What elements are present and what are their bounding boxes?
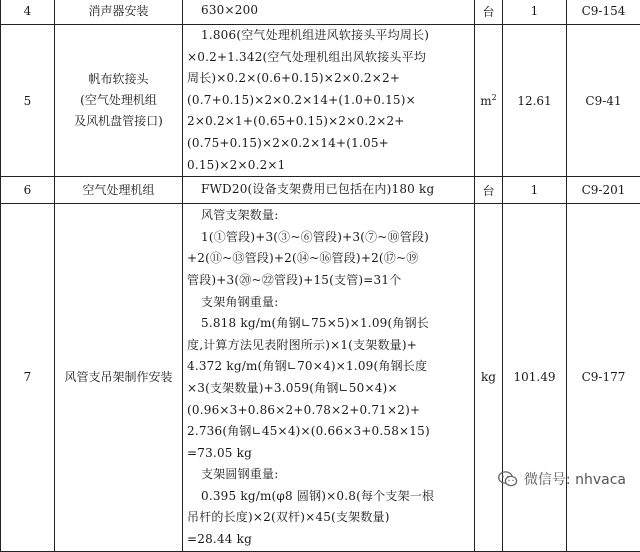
watermark xyxy=(498,469,626,489)
quantity: 101.49 xyxy=(503,204,567,552)
calc-line: 度,计算方法见表附图所示)×1(支架数量)+ xyxy=(187,335,470,357)
calc-line: FWD20(设备支架费用已包括在内)180 kg xyxy=(187,179,470,201)
calc-line: (0.7+0.15)×2×0.2×14+(1.0+0.15)× xyxy=(187,90,470,112)
unit: 台 xyxy=(475,0,503,25)
item-name xyxy=(55,177,183,204)
table-row xyxy=(1,177,640,204)
quota-code: C9-41 xyxy=(567,25,640,177)
item-name xyxy=(55,0,183,25)
quota-code: C9-154 xyxy=(567,0,640,25)
wechat-icon xyxy=(498,471,518,487)
quantity: 12.61 xyxy=(503,25,567,177)
unit xyxy=(475,25,503,177)
table-row xyxy=(1,25,640,177)
item-name xyxy=(55,25,183,177)
calc-line: 0.395 kg/m(φ8 圆钢)×0.8(每个支架一根 xyxy=(187,486,470,508)
calc-line: 风管支架数量: xyxy=(187,205,470,227)
quota-code: C9-177 xyxy=(567,204,640,552)
item-name-line: 及风机盘管接口) xyxy=(74,114,163,128)
calc-line: 周长)×0.2×(0.6+0.15)×2×0.2×2+ xyxy=(187,68,470,90)
quota-code: C9-201 xyxy=(567,177,640,204)
row-number: 4 xyxy=(1,0,55,25)
item-name-line: 风管支吊架制作安装 xyxy=(64,370,172,384)
calc-line: 4.372 kg/m(角钢∟70×4)×1.09(角钢长度 xyxy=(187,356,470,378)
row-number: 7 xyxy=(1,204,55,552)
calculation xyxy=(183,204,475,552)
item-name-line: 空气处理机组 xyxy=(82,183,154,197)
unit: 台 xyxy=(475,177,503,204)
calc-line: =73.05 kg xyxy=(187,443,470,465)
calc-line: ×0.2+1.342(空气处理机组出风软接头平均 xyxy=(187,47,470,69)
calc-line: 吊杆的长度)×2(双杆)×45(支架数量) xyxy=(187,507,470,529)
watermark-text: 微信号: nhvaca xyxy=(524,469,626,489)
item-name-line: 帆布软接头 xyxy=(88,72,148,86)
calc-line: 管段)+3(⑳~㉒管段)+15(支管)=31个 xyxy=(187,270,470,292)
calc-line: 5.818 kg/m(角钢∟75×5)×1.09(角钢长 xyxy=(187,313,470,335)
calc-line: 支架角钢重量: xyxy=(187,292,470,314)
unit-text: m xyxy=(480,94,491,108)
table-row xyxy=(1,204,640,552)
calc-line: 2.736(角钢∟45×4)×(0.66×3+0.58×15) xyxy=(187,421,470,443)
calculation xyxy=(183,25,475,177)
calc-line: =28.44 kg xyxy=(187,529,470,551)
calculation xyxy=(183,177,475,204)
quantity: 1 xyxy=(503,0,567,25)
calc-line: +2(⑪~⑬管段)+2(⑭~⑯管段)+2(⑰~⑲ xyxy=(187,248,470,270)
calc-line: 支架圆钢重量: xyxy=(187,464,470,486)
calc-line: (0.75+0.15)×2×0.2×14+(1.05+ xyxy=(187,133,470,155)
calc-line: 630×200 xyxy=(187,0,470,22)
calc-line: 2×0.2×1+(0.65+0.15)×2×0.2×2+ xyxy=(187,111,470,133)
row-number: 5 xyxy=(1,25,55,177)
row-number: 6 xyxy=(1,177,55,204)
item-name-line: 消声器安装 xyxy=(88,4,148,18)
calculation xyxy=(183,0,475,25)
unit-superscript: 2 xyxy=(492,93,497,102)
calc-line: (0.96×3+0.86×2+0.78×2+0.71×2)+ xyxy=(187,400,470,422)
item-name xyxy=(55,204,183,552)
calc-line: ×3(支架数量)+3.059(角钢∟50×4)× xyxy=(187,378,470,400)
calc-line: 1.806(空气处理机组进风软接头平均周长) xyxy=(187,25,470,47)
calc-line: 0.15)×2×0.2×1 xyxy=(187,155,470,177)
table-row xyxy=(1,0,640,25)
item-name-line: (空气处理机组 xyxy=(80,93,157,107)
quantity: 1 xyxy=(503,177,567,204)
calc-line: 1(①管段)+3(③~⑥管段)+3(⑦~⑩管段) xyxy=(187,227,470,249)
unit: kg xyxy=(475,204,503,552)
